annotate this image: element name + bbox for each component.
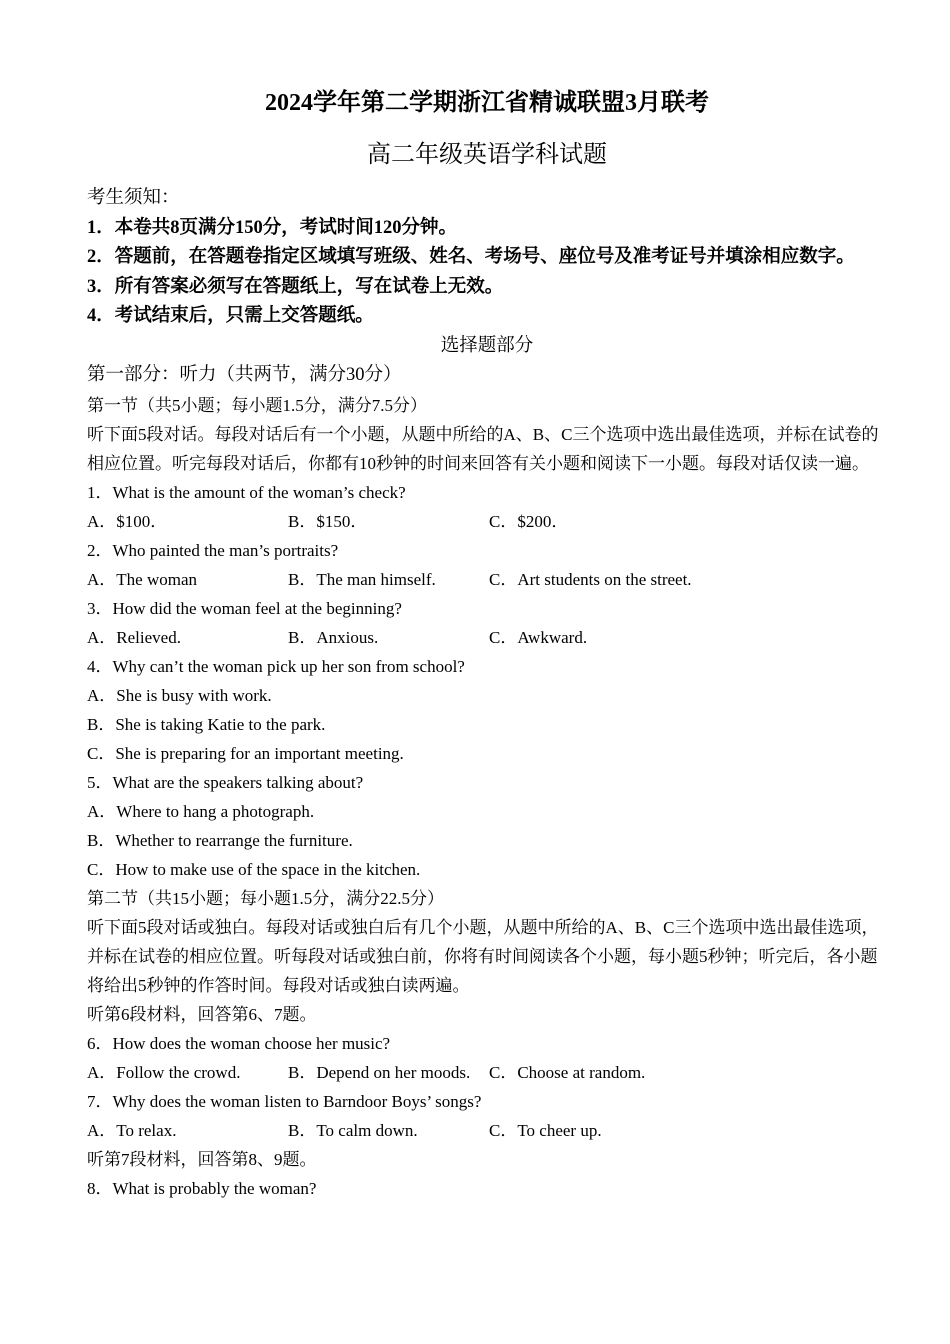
- material-7-note: 听第7段材料，回答第8、9题。: [87, 1149, 317, 1169]
- option-b: B．Whether to rearrange the furniture.: [87, 830, 353, 850]
- sec1-instructions: 听下面5段对话。每段对话后有一个小题，从题中所给的A、B、C三个选项中选出最佳选项，并标在试卷的相应位置。听完每段对话后，你都有10秒钟的时间来回答有关小题和阅读下一小题。每段对话仅读一遍。: [87, 424, 879, 473]
- option-c: C．$200．: [489, 511, 569, 531]
- section-title: 选择题部分: [440, 335, 534, 356]
- option-a: A．Follow the crowd.: [87, 1062, 241, 1082]
- question-8: 8．What is probably the woman?: [87, 1178, 317, 1198]
- notice-heading: 考生须知：: [87, 188, 180, 208]
- option-b: B．$150．: [288, 511, 368, 531]
- question-3: 3．How did the woman feel at the beginning?: [87, 598, 402, 618]
- option-b: B．She is taking Katie to the park.: [87, 714, 326, 734]
- question-3-options: [87, 623, 887, 652]
- question-1-options: [87, 507, 887, 536]
- sec1-heading: 第一节（共5小题；每小题1.5分，满分7.5分）: [87, 395, 427, 415]
- option-b: B．Anxious.: [288, 627, 379, 647]
- exam-title: 2024学年第二学期浙江省精诚联盟3月联考: [265, 90, 709, 116]
- option-a: A．To relax.: [87, 1120, 177, 1140]
- question-4: 4．Why can’t the woman pick up her son from school?: [87, 656, 465, 676]
- option-b: B．The man himself.: [288, 569, 436, 589]
- material-6-note: 听第6段材料，回答第6、7题。: [87, 1004, 317, 1024]
- option-c: C．She is preparing for an important meeting.: [87, 743, 404, 763]
- part1-heading: 第一部分：听力（共两节，满分30分）: [87, 365, 402, 385]
- option-c: C．Art students on the street.: [489, 569, 692, 589]
- exam-page: [87, 84, 887, 1203]
- notice-item: 3．所有答案必须写在答题纸上，写在试卷上无效。: [87, 276, 504, 297]
- question-2: 2．Who painted the man’s portraits?: [87, 540, 339, 560]
- option-b: B．Depend on her moods.: [288, 1062, 471, 1082]
- question-5: 5．What are the speakers talking about?: [87, 772, 364, 792]
- question-6: 6．How does the woman choose her music?: [87, 1033, 391, 1053]
- question-7: 7．Why does the woman listen to Barndoor Boys’ songs?: [87, 1091, 482, 1111]
- sec2-instructions: 听下面5段对话或独白。每段对话或独白后有几个小题，从题中所给的A、B、C三个选项中选出最佳选项，并标在试卷的相应位置。听每段对话或独白前，你将有时间阅读各个小题，每小题5秒钟；听完后，各小题将给出5秒钟的作答时间。每段对话或独白读两遍。: [87, 917, 879, 995]
- option-a: A．Where to hang a photograph.: [87, 801, 315, 821]
- question-1: 1．What is the amount of the woman’s check?: [87, 482, 406, 502]
- notice-item: 1．本卷共8页满分150分，考试时间120分钟。: [87, 217, 458, 238]
- option-a: A．The woman: [87, 569, 198, 589]
- question-6-options: [87, 1058, 887, 1087]
- option-a: A．She is busy with work.: [87, 685, 272, 705]
- question-2-options: [87, 565, 887, 594]
- option-c: C．Choose at random.: [489, 1062, 646, 1082]
- notice-item: 4．考试结束后，只需上交答题纸。: [87, 306, 374, 326]
- option-a: A．$100．: [87, 511, 168, 531]
- option-c: C．To cheer up.: [489, 1120, 602, 1140]
- option-c: C．Awkward.: [489, 627, 588, 647]
- option-c: C．How to make use of the space in the kitchen.: [87, 859, 421, 879]
- exam-subtitle: 高二年级英语学科试题: [367, 142, 607, 168]
- question-7-options: [87, 1116, 887, 1145]
- sec2-heading: 第二节（共15小题；每小题1.5分，满分22.5分）: [87, 888, 444, 908]
- option-a: A．Relieved.: [87, 627, 181, 647]
- option-b: B．To calm down.: [288, 1120, 418, 1140]
- notice-item: 2．答题前，在答题卷指定区域填写班级、姓名、考场号、座位号及准考证号并填涂相应数字。: [87, 247, 855, 267]
